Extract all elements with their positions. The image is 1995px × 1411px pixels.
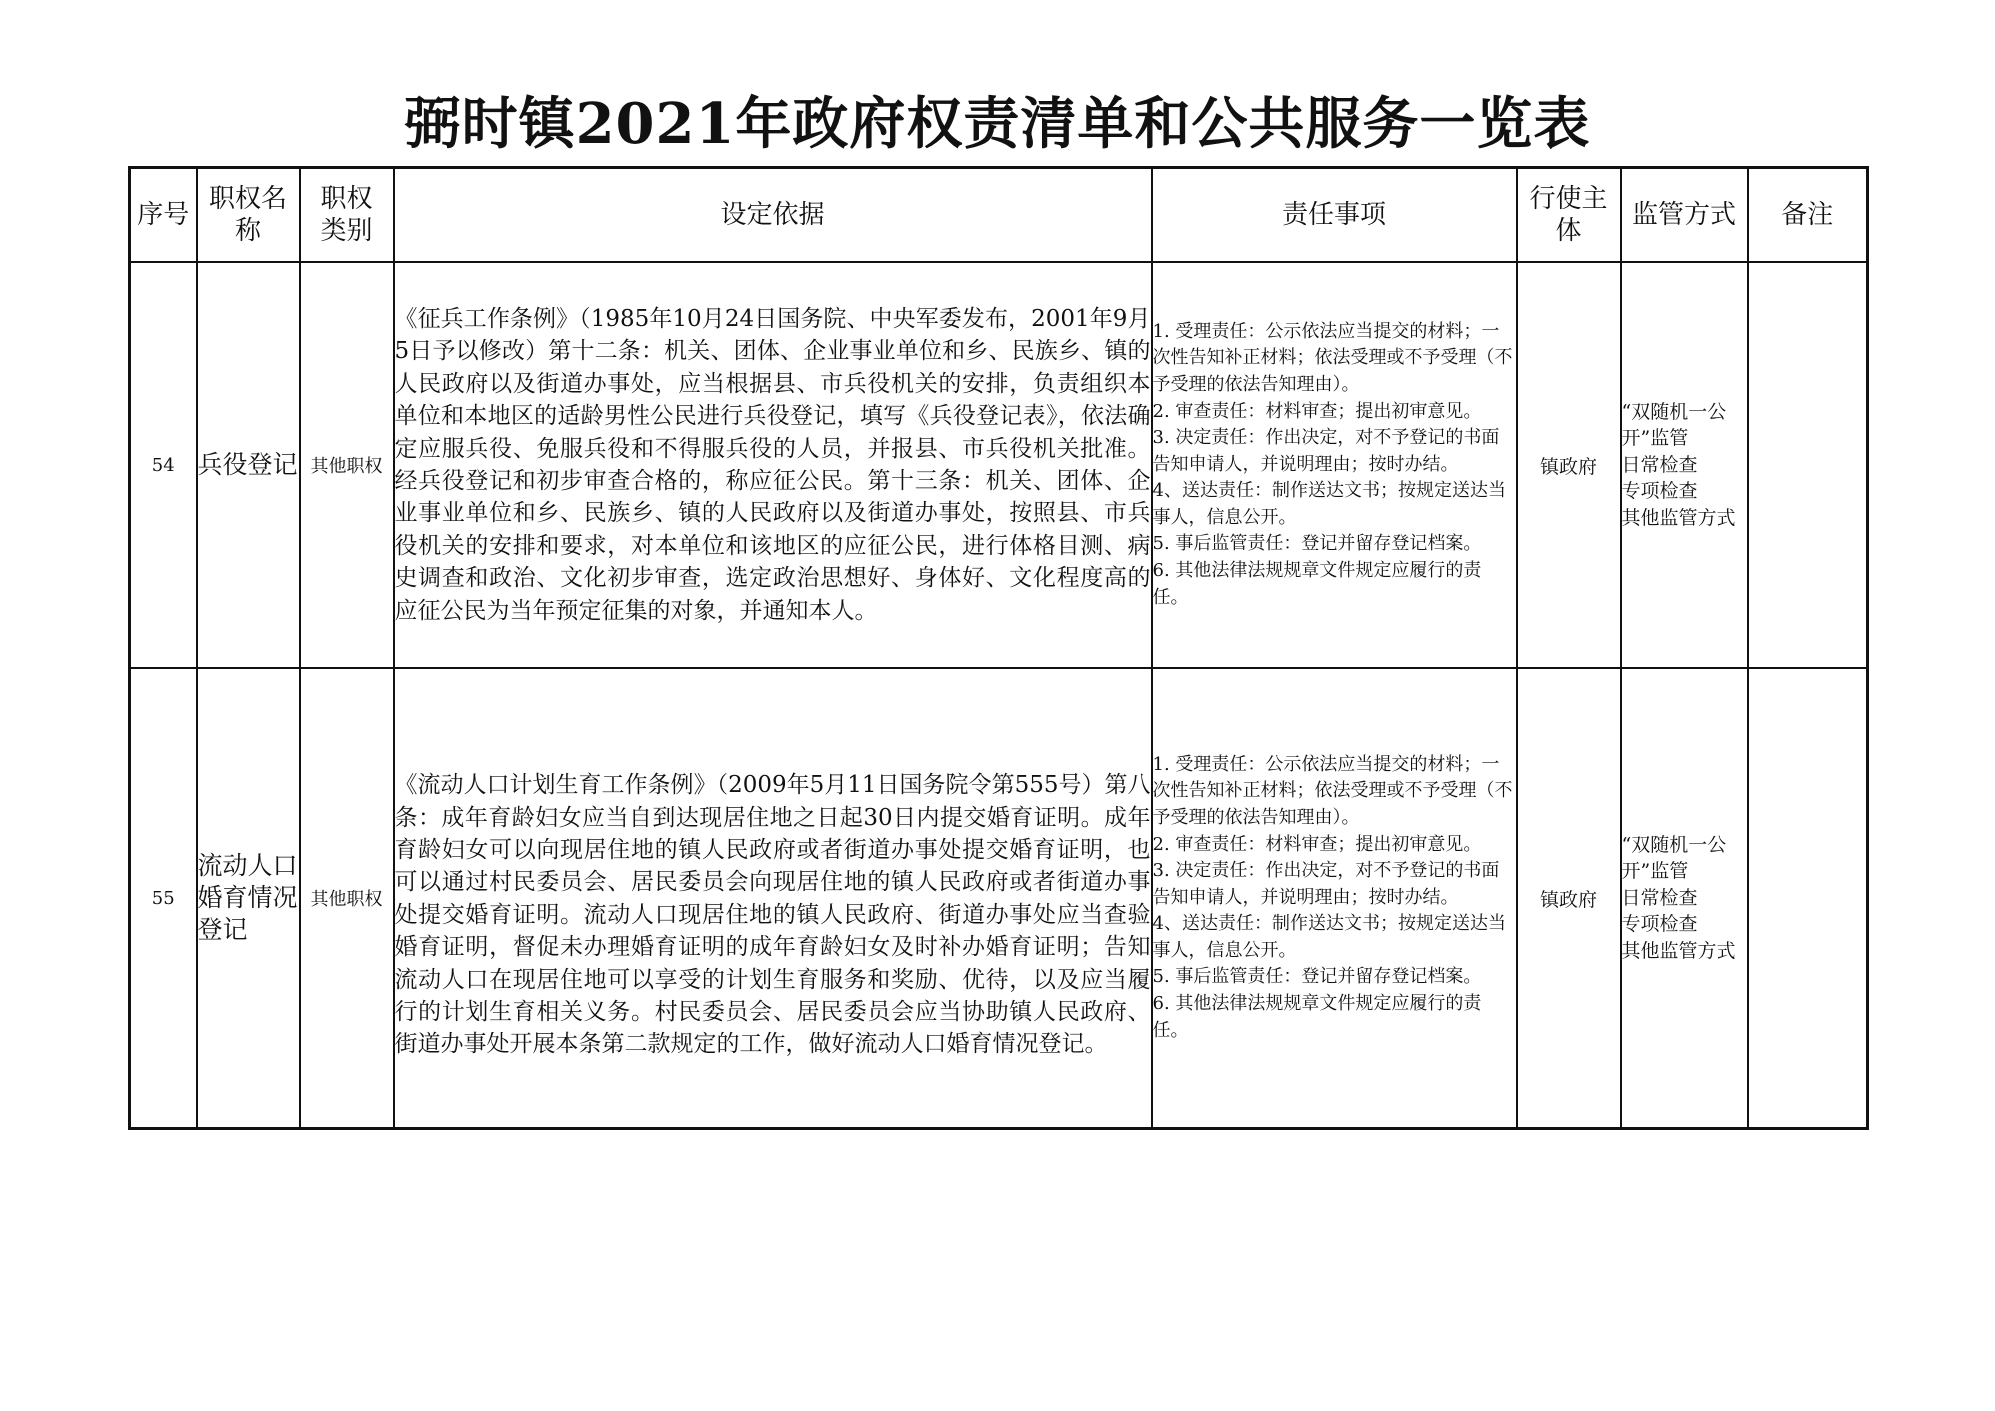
header-note: 备注 <box>1748 168 1868 263</box>
responsibility-item: 6. 其他法律法规规章文件规定应履行的责任。 <box>1152 560 1482 608</box>
supervision-item: 日常检查 <box>1621 453 1698 476</box>
responsibility-item: 6. 其他法律法规规章文件规定应履行的责任。 <box>1152 993 1482 1041</box>
row-category: 其他职权 <box>300 668 394 1129</box>
responsibility-item: 3. 决定责任：作出决定，对不予登记的书面告知申请人，并说明理由；按时办结。 <box>1152 427 1500 475</box>
table-row <box>130 668 1868 1129</box>
row-subject: 镇政府 <box>1517 262 1621 668</box>
responsibility-item: 3. 决定责任：作出决定，对不予登记的书面告知申请人，并说明理由；按时办结。 <box>1152 860 1500 908</box>
row-supervision <box>1621 262 1748 668</box>
row-basis: 《征兵工作条例》（1985年10月24日国务院、中央军委发布，2001年9月5日予以修改）第十二条：机关、团体、企业事业单位和乡、民族乡、镇的人民政府以及街道办事处，应当根据县、市兵役机关的安排，负责组织本单位和本地区的适龄男性公民进行兵役登记，填写《兵役登记表》，依法确定应服兵役、免服兵役和不得服兵役的人员，并报县、市兵役机关批准。经兵役登记和初步审查合格的，称应征公民。第十三条：机关、团体、企业事业单位和乡、民族乡、镇的人民政府以及街道办事处，按照县、市兵役机关的安排和要求，对本单位和该地区的应征公民，进行体格目测、病史调查和政治、文化初步审查，选定政治思想好、身体好、文化程度高的应征公民为当年预定征集的对象，并通知本人。 <box>394 262 1152 668</box>
supervision-item: 专项检查 <box>1621 480 1698 503</box>
row-name: 流动人口婚育情况登记 <box>197 668 300 1129</box>
responsibility-item: 1. 受理责任：公示依法应当提交的材料；一次性告知补正材料；依法受理或不予受理（不予受理的依法告知理由）。 <box>1152 320 1513 395</box>
responsibility-item: 4、送达责任：制作送达文书；按规定送达当事人，信息公开。 <box>1152 480 1506 528</box>
header-category: 职权类别 <box>300 168 394 263</box>
header-basis: 设定依据 <box>394 168 1152 263</box>
header-name: 职权名称 <box>197 168 300 263</box>
supervision-item: “双随机一公开”监管 <box>1621 833 1727 883</box>
responsibility-item: 4、送达责任：制作送达文书；按规定送达当事人，信息公开。 <box>1152 913 1506 961</box>
row-name: 兵役登记 <box>197 262 300 668</box>
header-row <box>130 168 1868 263</box>
row-responsibility <box>1152 262 1517 668</box>
table-row <box>130 262 1868 668</box>
row-note <box>1748 668 1868 1129</box>
responsibility-item: 1. 受理责任：公示依法应当提交的材料；一次性告知补正材料；依法受理或不予受理（不予受理的依法告知理由）。 <box>1152 753 1513 828</box>
responsibility-item: 2. 审查责任：材料审查；提出初审意见。 <box>1152 400 1482 422</box>
row-supervision <box>1621 668 1748 1129</box>
header-supervision: 监管方式 <box>1621 168 1748 263</box>
row-note <box>1748 262 1868 668</box>
responsibility-item: 5. 事后监管责任：登记并留存登记档案。 <box>1152 533 1482 555</box>
row-basis: 《流动人口计划生育工作条例》（2009年5月11日国务院令第555号）第八条：成年育龄妇女应当自到达现居住地之日起30日内提交婚育证明。成年育龄妇女可以向现居住地的镇人民政府或者街道办事处提交婚育证明，也可以通过村民委员会、居民委员会向现居住地的镇人民政府或者街道办事处提交婚育证明。流动人口现居住地的镇人民政府、街道办事处应当查验婚育证明，督促未办理婚育证明的成年育龄妇女及时补办婚育证明；告知流动人口在现居住地可以享受的计划生育服务和奖励、优待，以及应当履行的计划生育相关义务。村民委员会、居民委员会应当协助镇人民政府、街道办事处开展本条第二款规定的工作，做好流动人口婚育情况登记。 <box>394 668 1152 1129</box>
authority-table <box>128 166 1869 1130</box>
supervision-item: “双随机一公开”监管 <box>1621 400 1727 450</box>
row-seq: 55 <box>130 668 197 1129</box>
responsibility-item: 2. 审查责任：材料审查；提出初审意见。 <box>1152 833 1482 855</box>
supervision-item: 其他监管方式 <box>1621 506 1736 529</box>
header-responsibility: 责任事项 <box>1152 168 1517 263</box>
header-subject: 行使主体 <box>1517 168 1621 263</box>
row-category: 其他职权 <box>300 262 394 668</box>
row-responsibility <box>1152 668 1517 1129</box>
supervision-item: 专项检查 <box>1621 913 1698 936</box>
supervision-item: 其他监管方式 <box>1621 939 1736 962</box>
page-title: 弼时镇2021年政府权责清单和公共服务一览表 <box>404 91 1591 157</box>
supervision-item: 日常检查 <box>1621 886 1698 909</box>
row-subject: 镇政府 <box>1517 668 1621 1129</box>
row-seq: 54 <box>130 262 197 668</box>
responsibility-item: 5. 事后监管责任：登记并留存登记档案。 <box>1152 966 1482 988</box>
header-seq: 序号 <box>130 168 197 263</box>
